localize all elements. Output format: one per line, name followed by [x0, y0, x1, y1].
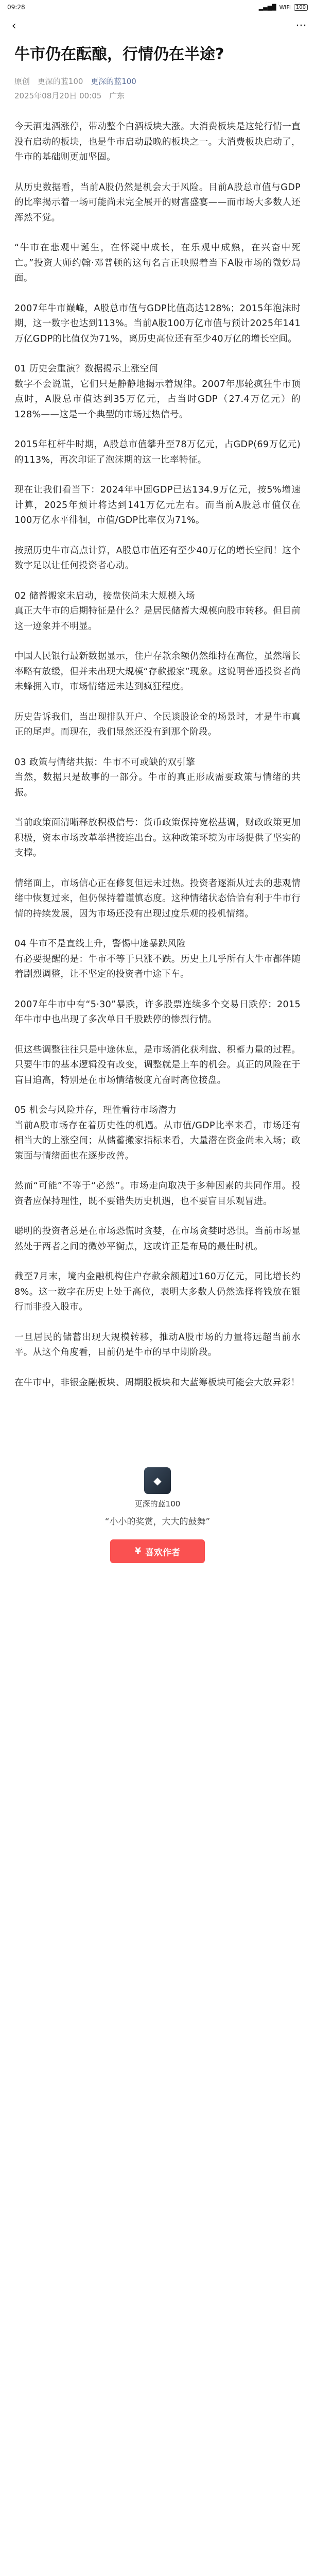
article-paragraph: 聪明的投资者总是在市场恐慌时贪婪，在市场贪婪时恐惧。当前市场显然处于两者之间的微妙平衡点，这或许正是布局的最佳时机。 — [14, 1226, 301, 1252]
article-paragraph: 一旦居民的储蓄出现大规模转移，推动A股市场的力量将远超当前水平。从这个角度看，目前仍是牛市的早中期阶段。 — [14, 1332, 301, 1358]
original-badge: 原创 — [14, 77, 30, 86]
reward-button[interactable] — [110, 1539, 205, 1563]
article-paragraph: 02 储蓄搬家未启动，接盘侠尚未大规模入场 真正大牛市的后期特征是什么？是居民储蓄大规模向股市转移。但目前这一迹象并不明显。 — [14, 590, 301, 632]
battery-icon — [294, 4, 308, 11]
article-paragraph: 从历史数据看，当前A股仍然是机会大于风险。目前A股总市值与GDP的比率揭示着一场可能尚未完全展开的财富盛宴——而市场大多数人还浑然不觉。 — [14, 182, 301, 223]
publish-date: 2025年08月20日 00:05 — [14, 91, 102, 100]
article-paragraph: 04 牛市不是直线上升，警惕中途暴跌风险 有必要提醒的是：牛市不等于只涨不跌。历史上几乎所有大牛市都伴随着剧烈调整，让不坚定的投资者中途下车。 — [14, 939, 301, 979]
article-body — [14, 120, 301, 1391]
battery-level: 100 — [295, 4, 306, 10]
article-paragraph: 01 历史会重演？数据揭示上涨空间 数字不会说谎，它们只是静静地揭示着规律。2007年那轮疯狂牛市顶点时，A股总市值达到35万亿元，占当时GDP（27.4万亿元）的128%——这是一个典型的市场过热信号。 — [14, 364, 301, 420]
article-paragraph: 历史告诉我们，当出现排队开户、全民谈股论金的场景时，才是牛市真正的尾声。而现在，我们显然还没有到那个阶段。 — [14, 711, 301, 737]
article-meta-row2 — [14, 90, 301, 102]
article-paragraph: 2015年杠杆牛时期，A股总市值攀升至78万亿元，占GDP(69万亿元)的113%，再次印证了泡沫期的这一比率特征。 — [14, 439, 301, 465]
article-paragraph: 中国人民银行最新数据显示，住户存款余额仍然维持在高位，虽然增长率略有放缓，但并未出现大规模“存款搬家”现象。这说明普通投资者尚未蜂拥入市，市场情绪远未达到疯狂程度。 — [14, 651, 301, 692]
article-paragraph: 在牛市中，非银金融板块、周期股板块和大蓝筹板块可能会大放异彩！ — [14, 1377, 300, 1388]
coin-icon: ¥ — [135, 1546, 141, 1556]
reward-slogan: “小小的奖赏，大大的鼓舞” — [104, 1517, 211, 1527]
article-paragraph: 2007年牛市巅峰，A股总市值与GDP比值高达128%；2015年泡沫时期，这一数字也达到113%。当前A股100万亿市值与预计2025年141万亿GDP的比值仅为71%，离历史高位还有至少40万亿的增长空间。 — [14, 303, 301, 344]
article — [0, 43, 315, 1563]
article-paragraph: 按照历史牛市高点计算，A股总市值还有至少40万亿的增长空间！这个数字足以让任何投资者心动。 — [14, 545, 301, 571]
article-paragraph: 今天酒鬼酒涨停，带动整个白酒板块大涨。大消费板块是这轮行情一直没有启动的板块，也是牛市启动最晚的板块之一。大消费板块启动了，牛市的基础则更加坚固。 — [14, 122, 301, 162]
article-paragraph: 现在让我们看当下：2024年中国GDP已达134.9万亿元，按5%增速计算，2025年预计将达到141万亿元左右。而当前A股总市值仅在100万亿水平徘徊，市值/GDP比率仅为71%。 — [14, 485, 301, 526]
account-link[interactable]: 更深的蓝100 — [91, 77, 136, 86]
article-paragraph: 当前政策面清晰释放积极信号：货币政策保持宽松基调，财政政策更加积极，资本市场改革举措接连出台。这种政策环境为市场提供了坚实的支撑。 — [14, 818, 301, 858]
reward-button-label: 喜欢作者 — [145, 1547, 180, 1558]
top-navigation — [0, 14, 315, 38]
reward-account-name: 更深的蓝100 — [134, 1499, 181, 1509]
article-paragraph: 情绪面上，市场信心正在修复但远未过热。投资者逐渐从过去的悲观情绪中恢复过来，但仍保持着谨慎态度。这种情绪状态恰恰有利于牛市行情的持续发展，因为市场还没有出现过度乐观的投机情绪。 — [14, 878, 301, 919]
signal-icon: ▂▄▆█ — [258, 4, 276, 11]
article-paragraph: 然而“可能”不等于“必然”。市场走向取决于多种因素的共同作用。投资者应保持理性，既不要错失历史机遇，也不要盲目乐观冒进。 — [14, 1181, 301, 1207]
reward-section — [14, 1405, 301, 1563]
more-options-button[interactable]: ··· — [295, 20, 307, 32]
account-name: 更深的蓝100 — [37, 77, 83, 86]
article-paragraph: 但这些调整往往只是中途休息，是市场消化获利盘、积蓄力量的过程。只要牛市的基本逻辑没有改变，调整就是上车的机会。真正的风险在于盲目追高，特别是在市场情绪极度亢奋时高位接盘。 — [14, 1044, 301, 1086]
article-paragraph: 05 机会与风险并存，理性看待市场潜力 当前A股市场存在着历史性的机遇。从市值/GDP比率来看，市场还有相当大的上涨空间；从储蓄搬家指标来看，大量潜在资金尚未入场；政策面与情绪面也在逐步改善。 — [14, 1105, 301, 1161]
article-paragraph: “牛市在悲观中诞生，在怀疑中成长，在乐观中成熟，在兴奋中死亡。”投资大师约翰·邓普顿的这句名言正映照着当下A股市场的微妙局面。 — [14, 243, 301, 283]
wifi-icon: WiFi — [279, 4, 291, 11]
status-icons — [259, 4, 308, 11]
article-title: 牛市仍在酝酿，行情仍在半途? — [14, 45, 224, 63]
avatar-icon: ◆ — [153, 1475, 162, 1487]
reward-avatar[interactable] — [144, 1467, 171, 1494]
status-time: 09:28 — [7, 4, 25, 11]
publish-location: 广东 — [109, 91, 125, 100]
article-paragraph: 截至7月末，境内金融机构住户存款余额超过160万亿元，同比增长约8%。这一数字在历史上处于高位，表明大多数人仍然选择将钱放在银行而非投入股市。 — [14, 1272, 301, 1312]
article-paragraph: 2007年牛市中有“5·30”暴跌，许多股票连续多个交易日跌停；2015年牛市中也出现了多次单日千股跌停的惨烈行情。 — [14, 999, 301, 1025]
status-bar — [0, 0, 315, 14]
back-button[interactable]: ‹ — [11, 20, 16, 32]
article-meta — [14, 75, 301, 88]
article-paragraph: 03 政策与情绪共振：牛市不可或缺的双引擎 当然，数据只是故事的一部分。牛市的真正形成需要政策与情绪的共振。 — [14, 757, 301, 798]
